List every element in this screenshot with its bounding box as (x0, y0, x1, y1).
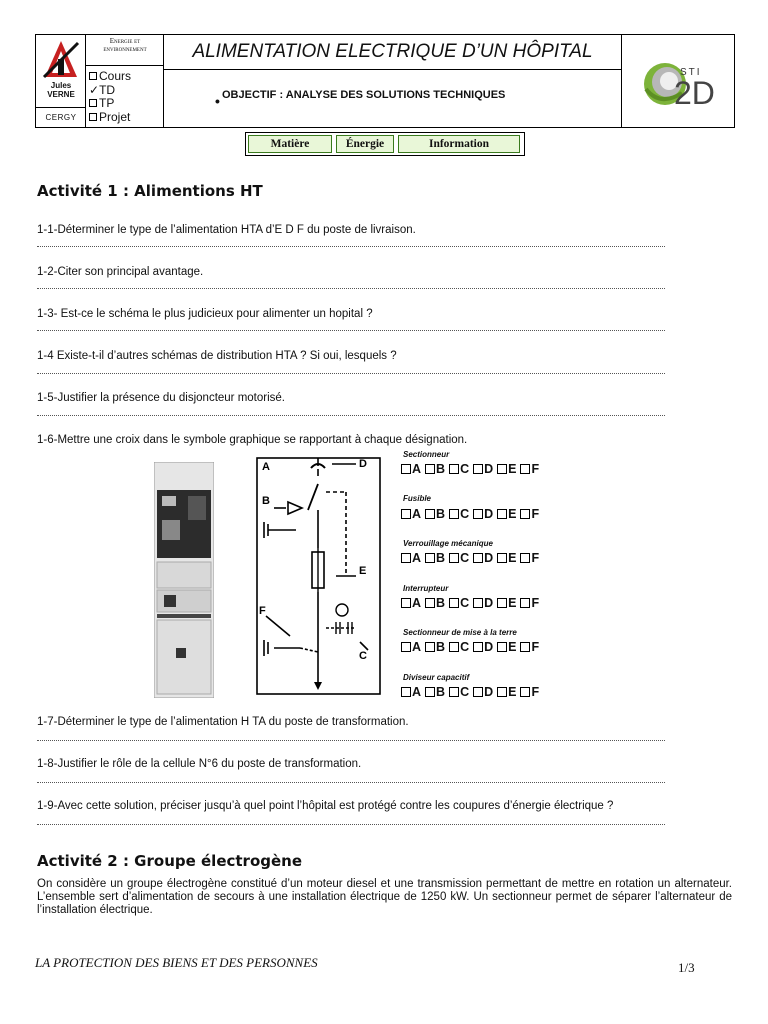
question-1-5: 1-5-Justifier la présence du disjoncteur motorisé. (37, 392, 286, 404)
footer-text: LA PROTECTION DES BIENS ET DES PERSONNES (35, 955, 318, 970)
checkbox-icon (520, 553, 530, 563)
title-cell (164, 35, 622, 127)
tab-information[interactable]: Information (398, 135, 520, 153)
question-1-8: 1-8-Justifier le rôle de la cellule N°6 du poste de transformation. (37, 758, 362, 770)
designation-diviseur: Diviseur capacitif (403, 673, 470, 682)
choices-verrouillage (401, 551, 543, 565)
answer-line[interactable] (37, 288, 665, 289)
school-name (36, 81, 86, 99)
checkbox-icon (401, 642, 411, 652)
activity2-heading: Activité 2 : Groupe électrogène (37, 852, 303, 870)
choice-a[interactable]: A (401, 462, 421, 476)
choice-d[interactable]: D (473, 551, 493, 565)
checkbox-icon (401, 598, 411, 608)
schema-label-e: E (359, 565, 367, 577)
answer-line[interactable] (37, 782, 665, 783)
checkbox-icon (89, 113, 97, 121)
choice-a[interactable]: A (401, 640, 421, 654)
checkbox-icon (425, 687, 435, 697)
checkbox-icon (520, 598, 530, 608)
designation-interrupteur: Interrupteur (403, 584, 449, 593)
choices-interrupteur (401, 596, 543, 610)
choice-e[interactable]: E (497, 640, 516, 654)
checkmark-icon: ✓ (89, 82, 100, 97)
designation-fusible: Fusible (403, 494, 432, 503)
document-type-cell (86, 35, 164, 127)
energy-label-line2: environnement (103, 45, 147, 53)
choice-d[interactable]: D (473, 462, 493, 476)
tab-matiere[interactable]: Matière (248, 135, 332, 153)
choices-sectionneur (401, 462, 543, 476)
choice-d[interactable]: D (473, 507, 493, 521)
checkbox-icon (449, 687, 459, 697)
question-1-6: 1-6-Mettre une croix dans le symbole graphique se rapportant à chaque désignation. (37, 434, 468, 446)
answer-line[interactable] (37, 824, 665, 825)
document-header (35, 34, 735, 128)
choice-d[interactable]: D (473, 640, 493, 654)
checkbox-icon (401, 464, 411, 474)
type-projet[interactable]: Projet (89, 111, 131, 125)
school-logo-cell (36, 35, 86, 127)
schema-label-c: C (359, 650, 367, 662)
checkbox-icon (449, 598, 459, 608)
checkbox-icon (425, 509, 435, 519)
checkbox-icon (401, 687, 411, 697)
objective-text: OBJECTIF : ANALYSE DES SOLUTIONS TECHNIQUES (222, 89, 506, 101)
checkbox-icon (425, 553, 435, 563)
checkbox-icon (497, 509, 507, 519)
question-1-1: 1-1-Déterminer le type de l’alimentation HTA d’E D F du poste de livraison. (37, 224, 416, 236)
type-tp[interactable]: TP (89, 97, 131, 111)
switchgear-schema-diagram (256, 452, 382, 696)
checkbox-icon (89, 72, 97, 80)
answer-line[interactable] (37, 246, 665, 247)
school-logo-icon (36, 37, 86, 81)
choice-c[interactable]: C (449, 596, 469, 610)
choice-a[interactable]: A (401, 507, 421, 521)
choice-f[interactable]: F (520, 462, 539, 476)
checkbox-icon (89, 99, 97, 107)
choice-f[interactable]: F (520, 640, 539, 654)
document-type-list (89, 70, 131, 124)
choice-b[interactable]: B (425, 685, 445, 699)
choice-e[interactable]: E (497, 685, 516, 699)
checkbox-icon (520, 509, 530, 519)
checkbox-icon (520, 642, 530, 652)
checkbox-icon (473, 464, 483, 474)
activity2-text: On considère un groupe électrogène constitué d’un moteur diesel et une transmission permettant de mettre en rotation un alternateur. L’ensemble sert d’alimentation de secours à une installation électrique de 1250 kW. Un sectionneur permet de séparer l’alternateur de l’installation électrique. (37, 878, 732, 916)
brand-sti: STI (680, 67, 702, 78)
brand-2d: 2D (674, 75, 715, 111)
checkbox-icon (473, 509, 483, 519)
choice-d[interactable]: D (473, 596, 493, 610)
schema-label-b: B (262, 495, 270, 507)
choice-b[interactable]: B (425, 596, 445, 610)
checkbox-icon (425, 642, 435, 652)
checkbox-icon (473, 642, 483, 652)
switchgear-cell-photo (154, 462, 214, 698)
designation-verrouillage: Verrouillage mécanique (403, 539, 493, 548)
checkbox-icon (473, 687, 483, 697)
choices-fusible (401, 507, 543, 521)
designation-sectionneur: Sectionneur (403, 450, 450, 459)
checkbox-icon (497, 598, 507, 608)
type-td[interactable]: ✓TD (89, 82, 116, 97)
choice-f[interactable]: F (520, 596, 539, 610)
checkbox-icon (449, 509, 459, 519)
choice-c[interactable]: C (449, 462, 469, 476)
checkbox-icon (449, 553, 459, 563)
choice-e[interactable]: E (497, 462, 516, 476)
choice-a[interactable]: A (401, 685, 421, 699)
school-name-line1: Jules (50, 81, 72, 90)
question-1-7: 1-7-Déterminer le type de l’alimentation H TA du poste de transformation. (37, 716, 409, 728)
answer-line[interactable] (37, 740, 665, 741)
document-title: ALIMENTATION ELECTRIQUE D’UN HÔPITAL (192, 41, 593, 62)
designation-sectionneur-terre: Sectionneur de mise à la terre (403, 628, 517, 637)
checkbox-icon (520, 464, 530, 474)
choice-b[interactable]: B (425, 640, 445, 654)
subject-tabs (245, 132, 525, 156)
answer-line[interactable] (37, 330, 665, 331)
brand-cell (622, 35, 734, 127)
choice-f[interactable]: F (520, 685, 539, 699)
choices-diviseur (401, 685, 543, 699)
question-1-2: 1-2-Citer son principal avantage. (37, 266, 204, 278)
choice-a[interactable]: A (401, 596, 421, 610)
checkbox-icon (401, 553, 411, 563)
type-cours[interactable]: Cours (89, 70, 131, 84)
schema-label-f: F (259, 605, 266, 617)
question-1-4: 1-4 Existe-t-il d’autres schémas de distribution HTA ? Si oui, lesquels ? (37, 350, 397, 362)
checkbox-icon (497, 464, 507, 474)
bullet-icon: • (215, 93, 220, 109)
choice-b[interactable]: B (425, 462, 445, 476)
choices-sectionneur-terre (401, 640, 543, 654)
question-1-9: 1-9-Avec cette solution, préciser jusqu’à quel point l’hôpital est protégé contre les coupures d’énergie électrique ? (37, 800, 614, 812)
checkbox-icon (449, 642, 459, 652)
school-name-line2: VERNE (47, 90, 75, 99)
choice-f[interactable]: F (520, 507, 539, 521)
tab-energie[interactable]: Énergie (336, 135, 394, 153)
checkbox-icon (425, 598, 435, 608)
checkbox-icon (520, 687, 530, 697)
activity1-heading: Activité 1 : Alimentions HT (37, 182, 263, 200)
checkbox-icon (473, 553, 483, 563)
checkbox-icon (497, 642, 507, 652)
schema-label-d: D (359, 458, 367, 470)
checkbox-icon (425, 464, 435, 474)
checkbox-icon (449, 464, 459, 474)
checkbox-icon (473, 598, 483, 608)
choice-f[interactable]: F (520, 551, 539, 565)
energy-label-line1: Energie et (109, 37, 141, 45)
choice-b[interactable]: B (425, 507, 445, 521)
page-number: 1/3 (678, 960, 695, 975)
choice-b[interactable]: B (425, 551, 445, 565)
choice-e[interactable]: E (497, 551, 516, 565)
school-city: CERGY (45, 113, 77, 122)
checkbox-icon (401, 509, 411, 519)
choice-a[interactable]: A (401, 551, 421, 565)
checkbox-icon (497, 687, 507, 697)
choice-e[interactable]: E (497, 596, 516, 610)
energy-label (86, 37, 164, 53)
answer-line[interactable] (37, 373, 665, 374)
schema-label-a: A (262, 461, 270, 473)
choice-c[interactable]: C (449, 685, 469, 699)
choice-c[interactable]: C (449, 507, 469, 521)
checkbox-icon (497, 553, 507, 563)
answer-line[interactable] (37, 415, 665, 416)
choice-e[interactable]: E (497, 507, 516, 521)
question-1-3: 1-3- Est-ce le schéma le plus judicieux pour alimenter un hopital ? (37, 308, 373, 320)
choice-c[interactable]: C (449, 640, 469, 654)
choice-c[interactable]: C (449, 551, 469, 565)
choice-d[interactable]: D (473, 685, 493, 699)
